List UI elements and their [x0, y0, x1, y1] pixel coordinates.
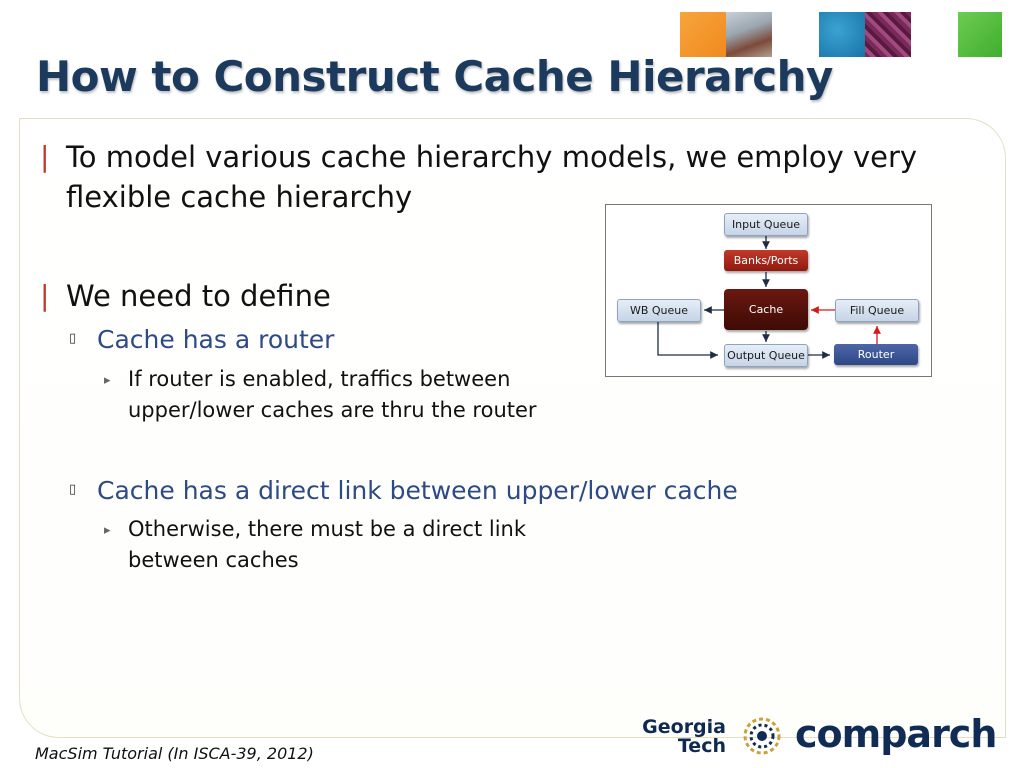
logo-georgia-text: Georgia	[642, 716, 726, 738]
bullet-text: If router is enabled, traffics between	[128, 367, 511, 391]
slide-title: How to Construct Cache Hierarchy	[36, 52, 833, 101]
bullet-marker: ▸	[104, 523, 111, 538]
bullet-marker: ▸	[104, 373, 111, 388]
bullet-text-continued: flexible cache hierarchy	[66, 180, 413, 214]
blue-square-decoration	[819, 12, 865, 57]
bullet-marker: |	[40, 140, 50, 173]
logo-tech-text: Tech	[677, 735, 726, 757]
citation-footer: MacSim Tutorial (In ISCA-39, 2012)	[35, 744, 314, 763]
georgia-tech-logo	[636, 718, 726, 758]
bullet-marker: ▯	[69, 482, 77, 497]
edge-wb-to-output	[658, 321, 718, 355]
bullet-text: Otherwise, there must be a direct link	[128, 517, 527, 541]
bullet-text: Cache has a direct link between upper/lower cache	[97, 476, 738, 505]
bullet-marker: |	[40, 279, 50, 312]
router-node: Router	[834, 344, 918, 365]
output-queue-node: Output Queue	[724, 344, 808, 367]
banks-ports-node: Banks/Ports	[724, 250, 808, 271]
wb-queue-node: WB Queue	[617, 299, 701, 322]
campus-photo-decoration	[726, 12, 772, 57]
fill-queue-node: Fill Queue	[835, 299, 919, 322]
swirl-logo-icon	[742, 716, 782, 756]
bullet-marker: ▯	[69, 331, 77, 346]
bullet-text: We need to define	[66, 279, 331, 313]
input-queue-node: Input Queue	[724, 213, 808, 236]
cache-hierarchy-diagram	[605, 204, 932, 377]
bullet-text-continued: upper/lower caches are thru the router	[128, 398, 537, 422]
bullet-text-continued: between caches	[128, 548, 299, 572]
comparch-logo: comparch	[795, 712, 997, 756]
bullet-text: Cache has a router	[97, 325, 335, 354]
orange-square-decoration	[680, 12, 726, 57]
green-square-decoration	[958, 12, 1002, 57]
bullet-text: To model various cache hierarchy models, we employ very	[66, 140, 918, 174]
chip-photo-decoration	[865, 12, 911, 57]
cache-node: Cache	[724, 289, 808, 330]
